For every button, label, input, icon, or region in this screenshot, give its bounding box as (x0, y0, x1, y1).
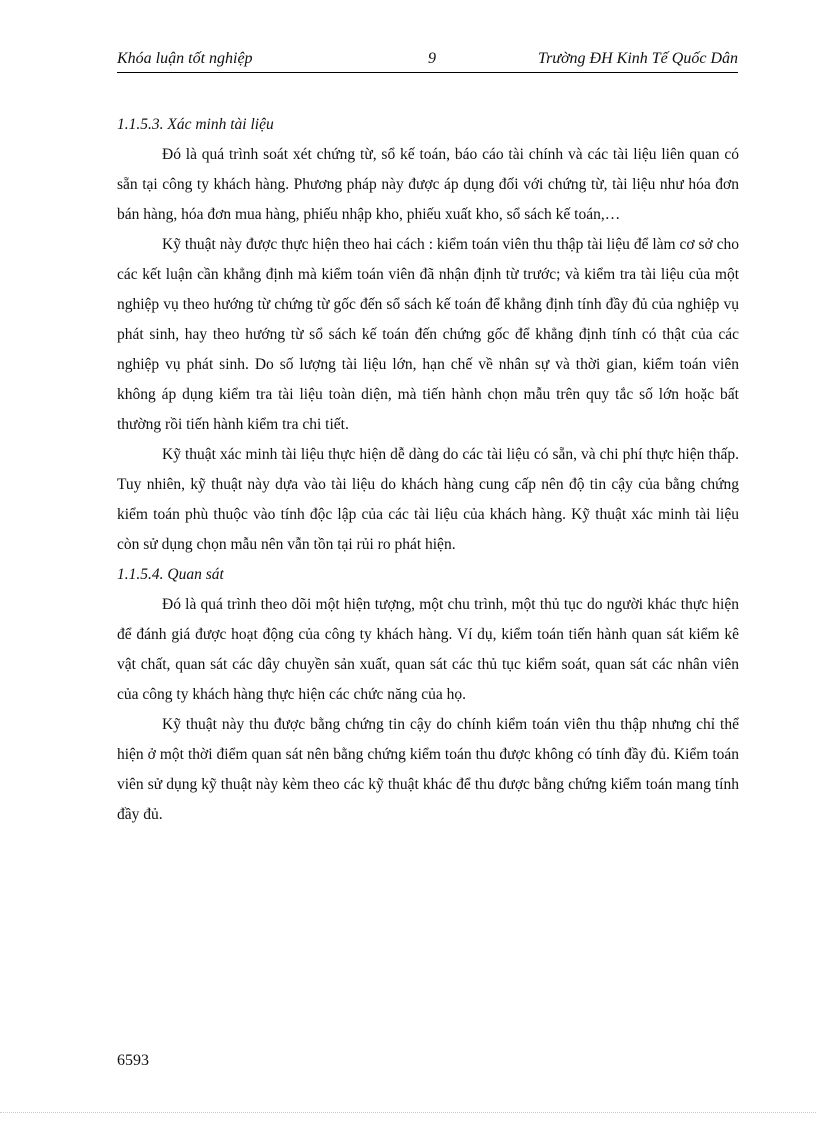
section-heading-document-verification: 1.1.5.3. Xác minh tài liệu (117, 116, 274, 133)
header-page-number: 9 (428, 50, 436, 67)
footer-document-number: 6593 (117, 1052, 149, 1069)
paragraph: Kỹ thuật này được thực hiện theo hai cách : kiểm toán viên thu thập tài liệu để làm cơ sở cho các kết luận cần khẳng định mà kiểm toán viên đã nhận định từ trước; và kiểm tra tài liệu của một nghiệp vụ theo hướng từ chứng từ gốc đến sổ sách kế toán để khẳng định tính đầy đủ của nghiệp vụ phát sinh, hay theo hướng từ sổ sách kế toán đến chứng gốc để khẳng định tính có thật của các nghiệp vụ phát sinh. Do số lượng tài liệu lớn, hạn chế về nhân sự và thời gian, kiểm toán viên không áp dụng kiểm tra tài liệu toàn diện, mà tiến hành chọn mẫu trên quy tắc số lớn hoặc bất thường rồi tiến hành kiểm tra chi tiết. (117, 236, 739, 433)
page-header (117, 46, 738, 73)
page-content (117, 110, 739, 830)
paragraph: Đó là quá trình theo dõi một hiện tượng, một chu trình, một thủ tục do người khác thực hiện để đánh giá được hoạt động của công ty khách hàng. Ví dụ, kiểm toán tiến hành quan sát kiểm kê vật chất, quan sát các dây chuyền sản xuất, quan sát các thủ tục kiểm soát, quan sát các nhân viên của công ty khách hàng thực hiện các chức năng của họ. (117, 596, 739, 703)
paragraph: Kỹ thuật này thu được bằng chứng tin cậy do chính kiểm toán viên thu thập nhưng chỉ thể hiện ở một thời điểm quan sát nên bằng chứng kiểm toán thu được không có tính đầy đủ. Kiểm toán viên sử dụng kỹ thuật này kèm theo các kỹ thuật khác để thu được bằng chứng kiểm toán mang tính đầy đủ. (117, 716, 739, 823)
paragraph: Kỹ thuật xác minh tài liệu thực hiện dễ dàng do các tài liệu có sẵn, và chi phí thực hiện thấp. Tuy nhiên, kỹ thuật này dựa vào tài liệu do khách hàng cung cấp nên độ tin cậy của bằng chứng kiểm toán phù thuộc vào tính độc lập của các tài liệu của khách hàng. Kỹ thuật xác minh tài liệu còn sử dụng chọn mẫu nên vẫn tồn tại rủi ro phát hiện. (117, 446, 739, 553)
header-thesis-label: Khóa luận tốt nghiệp (117, 50, 253, 67)
header-university-name: Trường ĐH Kinh Tế Quốc Dân (538, 50, 738, 67)
paragraph: Đó là quá trình soát xét chứng từ, sổ kế toán, báo cáo tài chính và các tài liệu liên quan có sẵn tại công ty khách hàng. Phương pháp này được áp dụng đối với chứng từ, tài liệu như hóa đơn bán hàng, hóa đơn mua hàng, phiếu nhập kho, phiếu xuất kho, sổ sách kế toán,… (117, 146, 739, 223)
section-heading-observation: 1.1.5.4. Quan sát (117, 566, 224, 583)
page-bottom-divider (0, 1112, 816, 1113)
